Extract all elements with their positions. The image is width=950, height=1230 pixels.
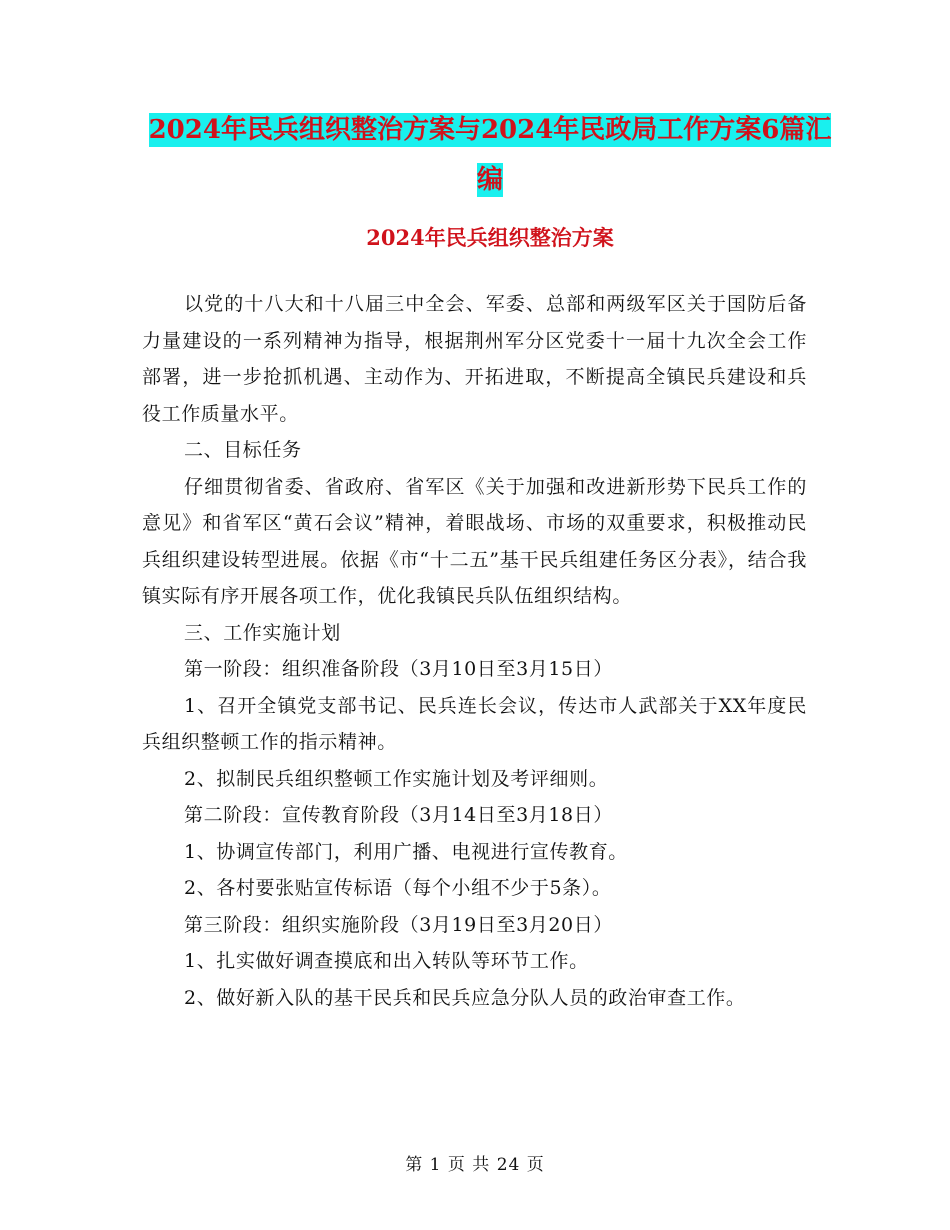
- paragraph: 第一阶段：组织准备阶段（3月10日至3月15日）: [184, 658, 613, 680]
- paragraph: 2、拟制民兵组织整顿工作实施计划及考评细则。: [184, 767, 609, 790]
- paragraph: 1、召开全镇党支部书记、民兵连长会议，传达市人武部关于XX年度民兵组织整顿工作的指示精神。: [142, 694, 807, 753]
- document-title: [140, 105, 840, 205]
- page-footer: 第 1 页 共 24 页: [405, 1155, 545, 1175]
- paragraph: 仔细贯彻省委、省政府、省军区《关于加强和改进新形势下民兵工作的意见》和省军区“黄石会议”精神，着眼战场、市场的双重要求，积极推动民兵组织建设转型进展。依据《市“十二五”基干民兵组建任务区分表》，结合我镇实际有序开展各项工作，优化我镇民兵队伍组织结构。: [142, 475, 807, 607]
- paragraph: 二、目标任务: [184, 439, 302, 461]
- section-title: 2024年民兵组织整治方案: [366, 225, 614, 250]
- paragraph: 三、工作实施计划: [184, 621, 341, 644]
- paragraph: 第二阶段：宣传教育阶段（3月14日至3月18日）: [184, 804, 613, 826]
- paragraph: 以党的十八大和十八届三中全会、军委、总部和两级军区关于国防后备力量建设的一系列精神为指导，根据荆州军分区党委十一届十九次全会工作部署，进一步抢抓机遇、主动作为、开拓进取，不断提高全镇民兵建设和兵役工作质量水平。: [142, 293, 807, 425]
- document-body: [142, 286, 807, 1016]
- paragraph: 1、扎实做好调查摸底和出入转队等环节工作。: [184, 950, 589, 972]
- document-title-text: 2024年民兵组织整治方案与2024年民政局工作方案6篇汇编: [148, 115, 832, 195]
- paragraph: 2、各村要张贴宣传标语（每个小组不少于5条）。: [184, 877, 612, 899]
- paragraph: 1、协调宣传部门，利用广播、电视进行宣传教育。: [184, 840, 628, 863]
- paragraph: 第三阶段：组织实施阶段（3月19日至3月20日）: [184, 913, 613, 936]
- paragraph: 2、做好新入队的基干民兵和民兵应急分队人员的政治审查工作。: [184, 986, 746, 1009]
